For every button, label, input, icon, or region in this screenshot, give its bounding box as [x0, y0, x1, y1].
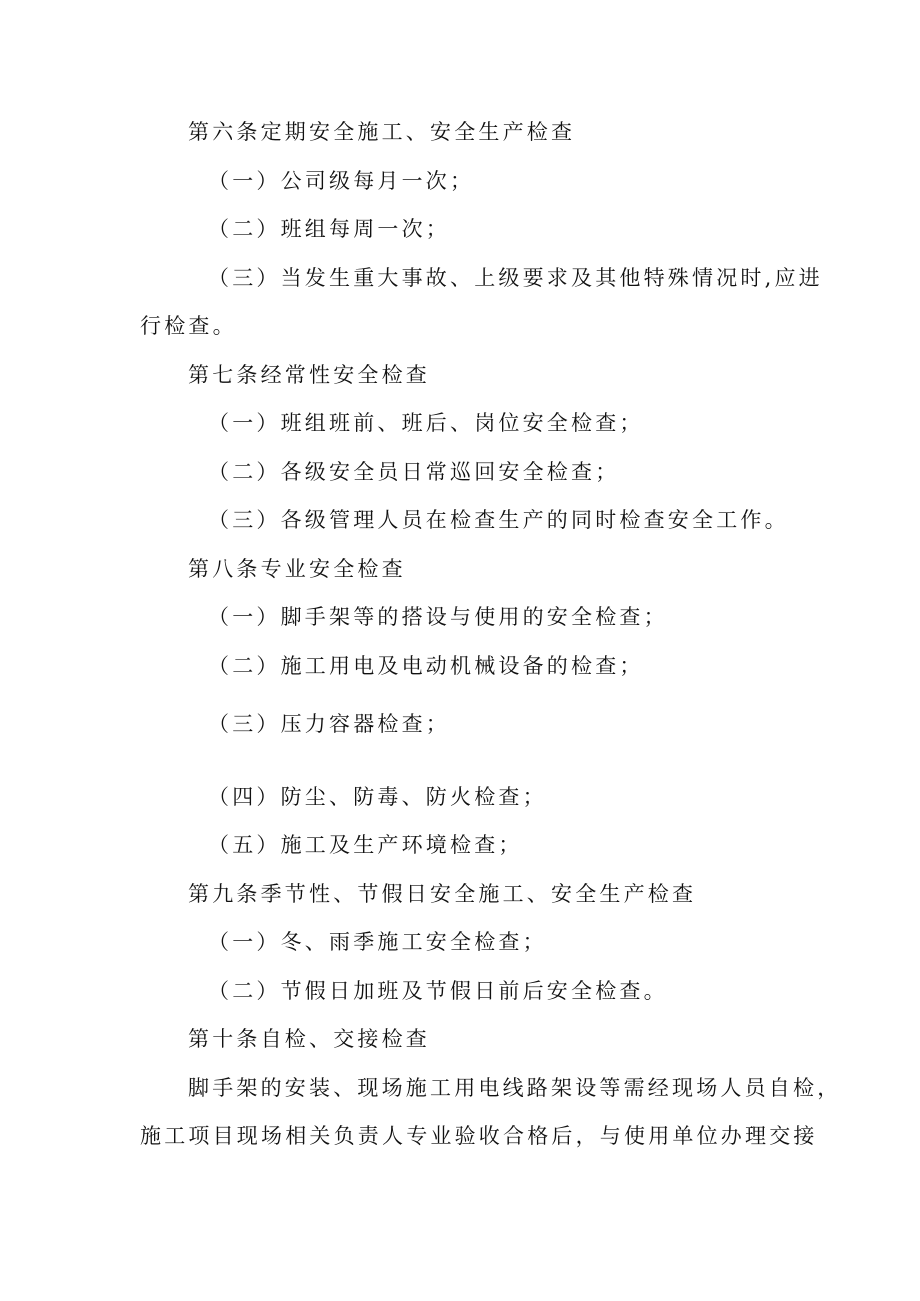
article-7-item-3: （三）各级管理人员在检查生产的同时检查安全工作。: [208, 508, 789, 532]
article-6-item-2: （二）班组每周一次；: [208, 217, 450, 241]
article-10-heading: 第十条自检、交接检查: [188, 1027, 430, 1051]
article-9-heading: 第九条季节性、节假日安全施工、安全生产检查: [188, 882, 697, 906]
article-6-item-3-continuation: 行检查。: [140, 314, 237, 338]
article-8-item-4: （四）防尘、防毒、防火检查；: [208, 785, 547, 809]
article-6-item-3: （三）当发生重大事故、上级要求及其他特殊情况时,应进: [208, 266, 823, 290]
article-10-paragraph-line-1: 脚手架的安装、现场施工用电线路架设等需经现场人员自检，: [188, 1076, 842, 1100]
article-8-item-2: （二）施工用电及电动机械设备的检查；: [208, 654, 644, 678]
article-8-item-3: （三）压力容器检查；: [208, 712, 450, 736]
article-6-item-1: （一）公司级每月一次；: [208, 169, 475, 193]
article-8-heading: 第八条专业安全检查: [188, 557, 406, 581]
article-6-heading: 第六条定期安全施工、安全生产检查: [188, 120, 576, 144]
article-9-item-1: （一）冬、雨季施工安全检查；: [208, 930, 547, 954]
article-7-item-2: （二）各级安全员日常巡回安全检查；: [208, 460, 620, 484]
article-8-item-1: （一）脚手架等的搭设与使用的安全检查；: [208, 605, 668, 629]
article-7-item-1: （一）班组班前、班后、岗位安全检查；: [208, 411, 644, 435]
article-10-paragraph-line-2: 施工项目现场相关负责人专业验收合格后，与使用单位办理交接: [140, 1124, 818, 1148]
article-9-item-2: （二）节假日加班及节假日前后安全检查。: [208, 979, 668, 1003]
article-7-heading: 第七条经常性安全检查: [188, 363, 430, 387]
article-8-item-5: （五）施工及生产环境检查；: [208, 833, 523, 857]
